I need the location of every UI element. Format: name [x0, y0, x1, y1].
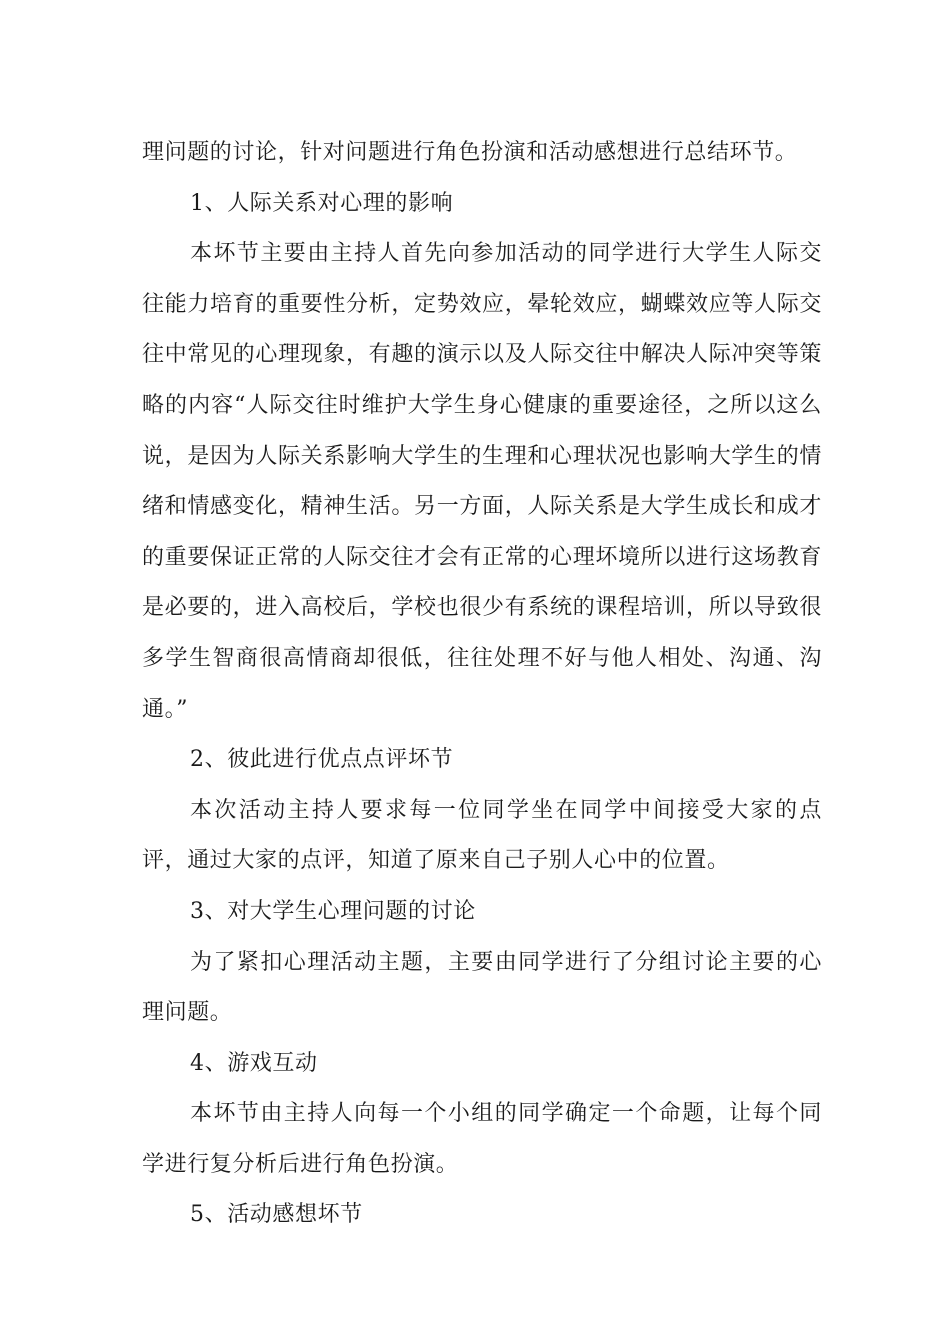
- section-heading-1: 1、人际关系对心理的影响: [190, 190, 454, 216]
- paragraph-section-2: 本次活动主持人要求每一位同学坐在同学中间接受大家的点评，通过大家的点评，知道了原来自己子别人心中的位置。: [142, 797, 822, 874]
- paragraph-section-3: 为了紧扣心理活动主题，主要由同学进行了分组讨论主要的心理问题。: [142, 949, 822, 1026]
- paragraph-section-4: 本坏节由主持人向每一个小组的同学确定一个命题，让每个同学进行复分析后进行角色扮演。: [142, 1101, 822, 1177]
- section-heading-3: 3、对大学生心理问题的讨论: [190, 898, 476, 924]
- section-heading-4: 4、游戏互动: [190, 1050, 318, 1076]
- section-heading-2: 2、彼此进行优点点评坏节: [190, 747, 454, 773]
- paragraph-continuation: 理问题的讨论，针对问题进行角色扮演和活动感想进行总结环节。: [142, 140, 798, 165]
- paragraph-section-1: 本坏节主要由主持人首先向参加活动的同学进行大学生人际交往能力培育的重要性分析，定势效应，晕轮效应，蝴蝶效应等人际交往中常见的心理现象，有趣的演示以及人际交往中解决人际冲突等策略的内容“人际交往时维护大学生身心健康的重要途径，之所以这么说，是因为人际关系影响大学生的生理和心理状况也影响大学生的情绪和情感变化，精神生活。另一方面，人际关系是大学生成长和成才的重要保证正常的人际交往才会有正常的心理坏境所以进行这场教育是必要的，进入高校后，学校也很少有系统的课程培训，所以导致很多学生智商很高情商却很低，往往处理不好与他人相处、沟通、沟通。”: [142, 241, 822, 722]
- document-body: [142, 128, 822, 1241]
- section-heading-5: 5、活动感想坏节: [190, 1202, 363, 1228]
